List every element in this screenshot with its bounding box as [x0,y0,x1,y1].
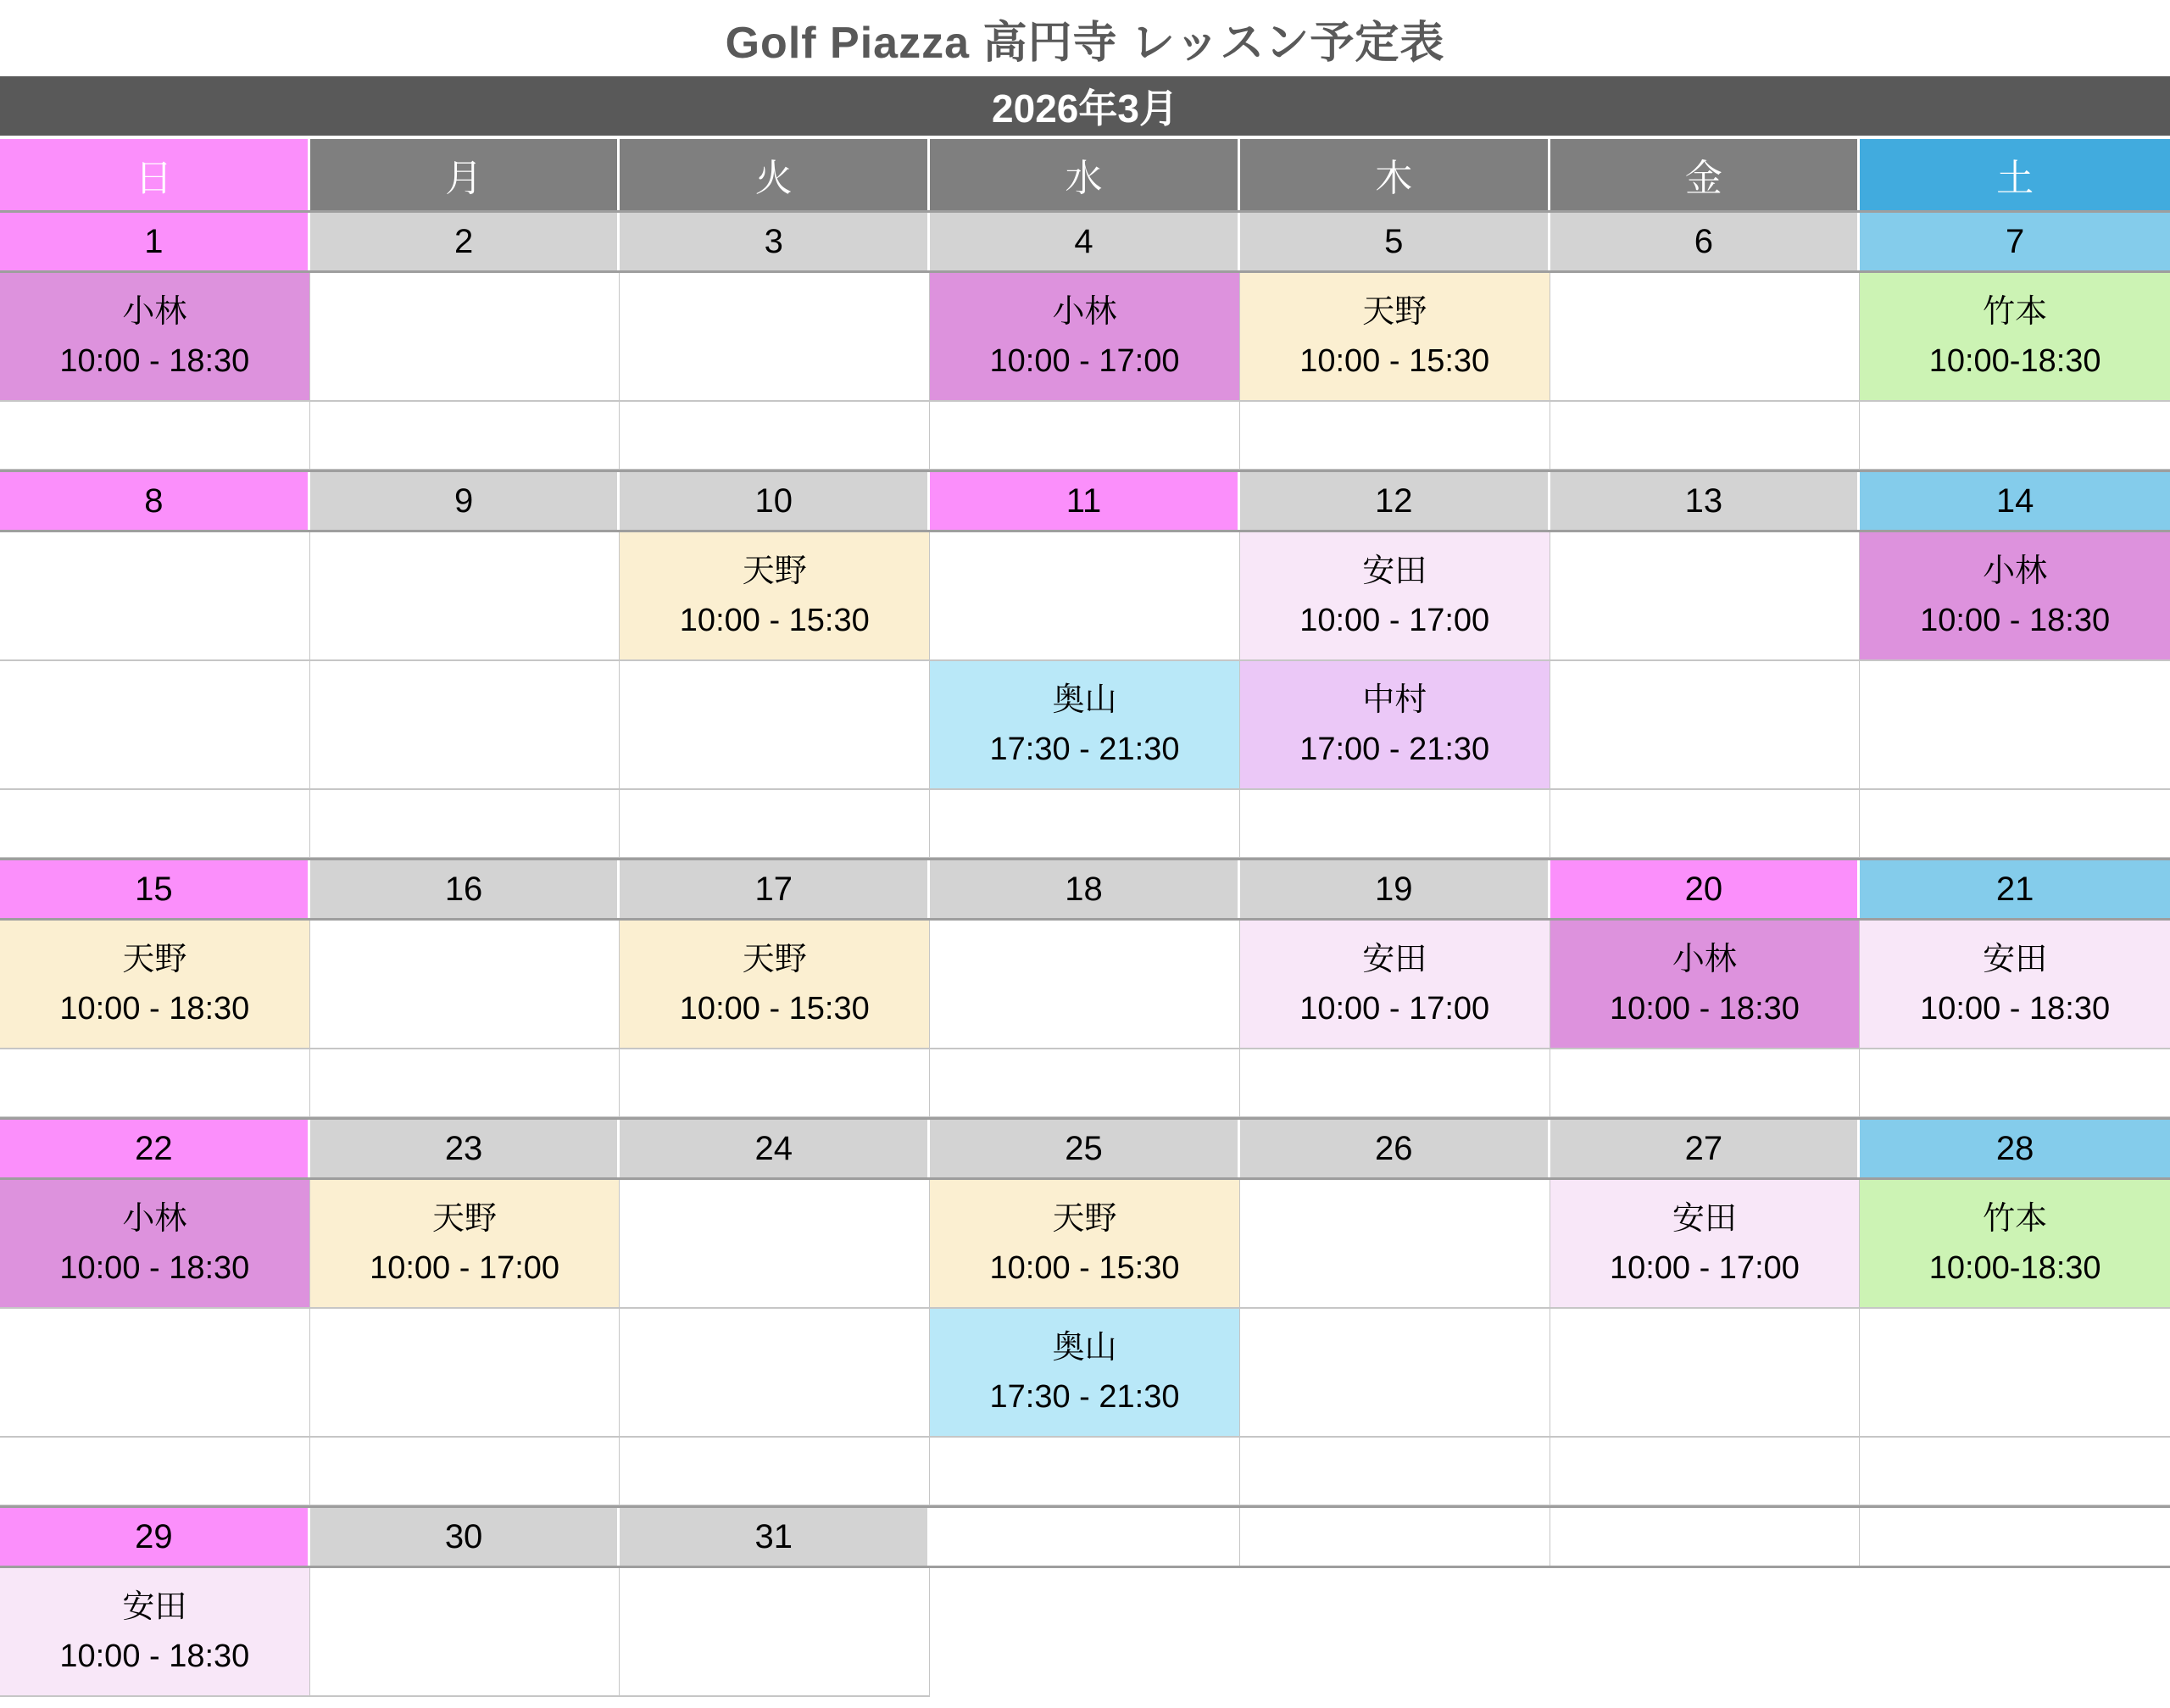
date-cell-25 [930,1120,1240,1177]
blank-row-week-4 [0,1438,2170,1505]
blank-cell [310,1049,620,1116]
date-number: 10 [754,481,793,520]
empty-lesson-cell [310,1568,620,1697]
empty-lesson-cell [620,1568,930,1697]
instructor-name: 安田 [122,1588,187,1625]
lesson-time: 10:00-18:30 [1928,343,2101,380]
empty-date-cell [1240,1508,1550,1566]
void-cell [1240,1568,1550,1697]
weekday-label: 日 [135,158,173,199]
date-cell-3 [620,213,930,270]
lesson-cell [620,921,930,1048]
weekday-header-cell-weekday [1550,139,1861,210]
instructor-name: 小林 [122,293,187,330]
date-cell-12 [1240,472,1550,530]
empty-lesson-cell [620,1309,930,1436]
date-cell-18 [930,860,1240,918]
date-number: 24 [754,1129,793,1167]
date-cell-31 [620,1508,930,1566]
blank-cell [930,402,1240,469]
date-cell-21 [1860,860,2170,918]
blank-cell [620,1049,930,1116]
lesson-cell [930,1180,1240,1307]
date-number: 20 [1684,870,1723,908]
date-cell-1 [0,213,310,270]
empty-lesson-cell [930,532,1240,659]
date-cell-10 [620,472,930,530]
empty-lesson-cell [310,532,620,659]
instructor-name: 中村 [1362,682,1427,718]
date-number: 27 [1684,1129,1723,1167]
blank-cell [620,402,930,469]
lesson-row-week-4-slot-2 [0,1309,2170,1438]
date-cell-19 [1240,860,1550,918]
instructor-name: 安田 [1362,941,1427,977]
lesson-time: 10:00 - 18:30 [59,1250,250,1287]
date-cell-6 [1550,213,1861,270]
lesson-cell [1240,921,1550,1048]
blank-cell [1240,1049,1550,1116]
lesson-time: 10:00 - 18:30 [1920,603,2111,639]
lesson-cell [1240,532,1550,659]
date-cell-8 [0,472,310,530]
empty-lesson-cell [310,273,620,400]
lesson-time: 17:00 - 21:30 [1299,732,1490,768]
date-number: 15 [135,870,173,908]
date-row-week-2 [0,470,2170,532]
empty-lesson-cell [1550,1309,1861,1436]
empty-lesson-cell [0,532,310,659]
date-number: 13 [1684,481,1723,520]
date-number: 29 [135,1517,173,1555]
lesson-cell [1860,532,2170,659]
weekday-label: 土 [1996,158,2034,199]
weekday-header-cell-weekday [310,139,620,210]
weekday-header-cell-saturday [1860,139,2170,210]
lesson-cell [1860,273,2170,400]
date-cell-7 [1860,213,2170,270]
weekday-label: 月 [445,158,483,199]
empty-lesson-cell [930,921,1240,1048]
lesson-time: 10:00 - 15:30 [679,991,870,1027]
empty-lesson-cell [1860,1309,2170,1436]
lesson-cell [1860,1180,2170,1307]
weekday-label: 水 [1065,158,1103,199]
lesson-row-week-3-slot-1 [0,921,2170,1049]
empty-lesson-cell [0,1309,310,1436]
date-number: 9 [453,481,474,520]
lesson-cell [0,1180,310,1307]
date-number: 7 [2006,222,2025,260]
date-cell-24 [620,1120,930,1177]
weekday-header-row [0,139,2170,210]
date-number: 22 [135,1129,173,1167]
empty-lesson-cell [1550,532,1861,659]
lesson-time: 17:30 - 21:30 [989,1379,1180,1416]
date-number: 17 [754,870,793,908]
blank-row-week-2 [0,790,2170,858]
lesson-time: 10:00 - 15:30 [989,1250,1180,1287]
empty-lesson-cell [310,921,620,1048]
lesson-time: 10:00 - 18:30 [1609,991,1800,1027]
lesson-time: 10:00 - 18:30 [59,343,250,380]
instructor-name: 小林 [1672,941,1737,977]
blank-cell [1550,402,1861,469]
date-cell-22 [0,1120,310,1177]
lesson-time: 10:00-18:30 [1928,1250,2101,1287]
date-cell-11 [930,472,1240,530]
lesson-time: 10:00 - 15:30 [679,603,870,639]
date-number: 5 [1384,222,1404,260]
blank-cell [0,1438,310,1505]
weekday-label: 火 [754,158,793,199]
instructor-name: 天野 [432,1200,498,1237]
blank-row-week-1 [0,402,2170,470]
blank-row-week-3 [0,1049,2170,1117]
date-number: 2 [453,222,474,260]
date-row-week-1 [0,210,2170,273]
instructor-name: 竹本 [1983,1200,2048,1237]
blank-cell [620,790,930,857]
lesson-cell [930,661,1240,788]
lesson-cell [1550,921,1861,1048]
date-number: 30 [444,1517,483,1555]
empty-date-cell [1550,1508,1861,1566]
instructor-name: 天野 [742,553,807,589]
date-cell-28 [1860,1120,2170,1177]
date-number: 11 [1066,481,1102,520]
weekday-label: 金 [1684,158,1722,199]
blank-cell [930,1049,1240,1116]
lesson-cell [0,1568,310,1697]
void-cell [930,1568,1240,1697]
date-number: 18 [1065,870,1103,908]
blank-cell [1550,1438,1861,1505]
blank-cell [930,790,1240,857]
lesson-row-week-2-slot-2 [0,661,2170,790]
blank-cell [620,1438,930,1505]
instructor-name: 安田 [1983,941,2048,977]
instructor-name: 天野 [1362,293,1427,330]
lesson-time: 10:00 - 17:00 [370,1250,560,1287]
lesson-row-week-2-slot-1 [0,532,2170,661]
lesson-time: 10:00 - 18:30 [59,1638,250,1675]
blank-cell [310,402,620,469]
empty-lesson-cell [1550,273,1861,400]
date-cell-29 [0,1508,310,1566]
month-header: 2026年3月 [0,76,2170,136]
empty-lesson-cell [1240,1180,1550,1307]
date-number: 3 [764,222,783,260]
lesson-cell [0,921,310,1048]
lesson-cell [930,1309,1240,1436]
instructor-name: 天野 [742,941,807,977]
empty-lesson-cell [620,273,930,400]
date-cell-4 [930,213,1240,270]
date-cell-30 [310,1508,620,1566]
blank-cell [0,402,310,469]
blank-cell [310,790,620,857]
lesson-cell [930,273,1240,400]
empty-lesson-cell [310,661,620,788]
lesson-time: 10:00 - 15:30 [1299,343,1490,380]
blank-cell [1860,790,2170,857]
blank-cell [1860,1438,2170,1505]
date-number: 12 [1374,481,1413,520]
instructor-name: 小林 [122,1200,187,1237]
lesson-cell [620,532,930,659]
date-cell-26 [1240,1120,1550,1177]
date-row-week-3 [0,858,2170,921]
blank-cell [1550,1049,1861,1116]
lesson-time: 10:00 - 17:00 [1609,1250,1800,1287]
lesson-time: 10:00 - 17:00 [1299,603,1490,639]
lesson-time: 10:00 - 18:30 [59,991,250,1027]
date-number: 14 [1995,481,2034,520]
instructor-name: 奥山 [1052,682,1117,718]
instructor-name: 小林 [1052,293,1117,330]
date-cell-17 [620,860,930,918]
date-number: 23 [444,1129,483,1167]
lesson-cell [1550,1180,1861,1307]
blank-cell [1860,1049,2170,1116]
date-number: 28 [1995,1129,2034,1167]
date-number: 31 [754,1517,793,1555]
empty-date-cell [930,1508,1240,1566]
empty-lesson-cell [1550,661,1861,788]
weekday-header-cell-sunday [0,139,310,210]
date-cell-27 [1550,1120,1861,1177]
date-number: 8 [144,481,164,520]
empty-lesson-cell [620,1180,930,1307]
date-cell-13 [1550,472,1861,530]
empty-lesson-cell [310,1309,620,1436]
date-number: 4 [1074,222,1093,260]
date-row-week-4 [0,1117,2170,1180]
weekday-header-cell-weekday [620,139,930,210]
instructor-name: 安田 [1672,1200,1737,1237]
weekday-label: 木 [1375,158,1413,199]
date-cell-16 [310,860,620,918]
blank-cell [0,790,310,857]
blank-cell [1860,402,2170,469]
blank-cell [1240,790,1550,857]
empty-lesson-cell [1860,661,2170,788]
lesson-time: 10:00 - 17:00 [989,343,1180,380]
date-number: 6 [1694,222,1714,260]
lesson-cell [310,1180,620,1307]
blank-cell [1550,790,1861,857]
blank-cell [0,1049,310,1116]
lesson-row-week-1-slot-1 [0,273,2170,402]
instructor-name: 安田 [1362,553,1427,589]
lesson-row-week-5-slot-1 [0,1568,2170,1697]
instructor-name: 小林 [1983,553,2048,589]
page-title: Golf Piazza 高円寺 レッスン予定表 [725,18,1445,68]
date-cell-20 [1550,860,1861,918]
date-cell-5 [1240,213,1550,270]
date-cell-15 [0,860,310,918]
date-number: 26 [1374,1129,1413,1167]
lesson-time: 10:00 - 17:00 [1299,991,1490,1027]
date-row-week-5 [0,1505,2170,1568]
date-number: 21 [1995,870,2034,908]
weekday-header-cell-weekday [1240,139,1550,210]
weekday-header-cell-weekday [930,139,1240,210]
date-cell-2 [310,213,620,270]
instructor-name: 奥山 [1052,1329,1117,1366]
lesson-cell [1240,661,1550,788]
blank-cell [1240,402,1550,469]
date-number: 19 [1374,870,1413,908]
void-cell [1550,1568,1861,1697]
date-cell-14 [1860,472,2170,530]
date-number: 25 [1065,1129,1103,1167]
lesson-row-week-4-slot-1 [0,1180,2170,1309]
date-cell-9 [310,472,620,530]
empty-lesson-cell [1240,1309,1550,1436]
lesson-cell [1860,921,2170,1048]
blank-cell [310,1438,620,1505]
lesson-time: 10:00 - 18:30 [1920,991,2111,1027]
date-number: 1 [144,222,164,260]
empty-lesson-cell [0,661,310,788]
instructor-name: 天野 [1052,1200,1117,1237]
blank-cell [1240,1438,1550,1505]
blank-cell [930,1438,1240,1505]
lesson-cell [1240,273,1550,400]
date-cell-23 [310,1120,620,1177]
empty-lesson-cell [620,661,930,788]
empty-date-cell [1860,1508,2170,1566]
instructor-name: 竹本 [1983,293,2048,330]
date-number: 16 [444,870,483,908]
instructor-name: 天野 [122,941,187,977]
lesson-time: 17:30 - 21:30 [989,732,1180,768]
calendar-grid [0,210,2170,1697]
lesson-cell [0,273,310,400]
void-cell [1860,1568,2170,1697]
